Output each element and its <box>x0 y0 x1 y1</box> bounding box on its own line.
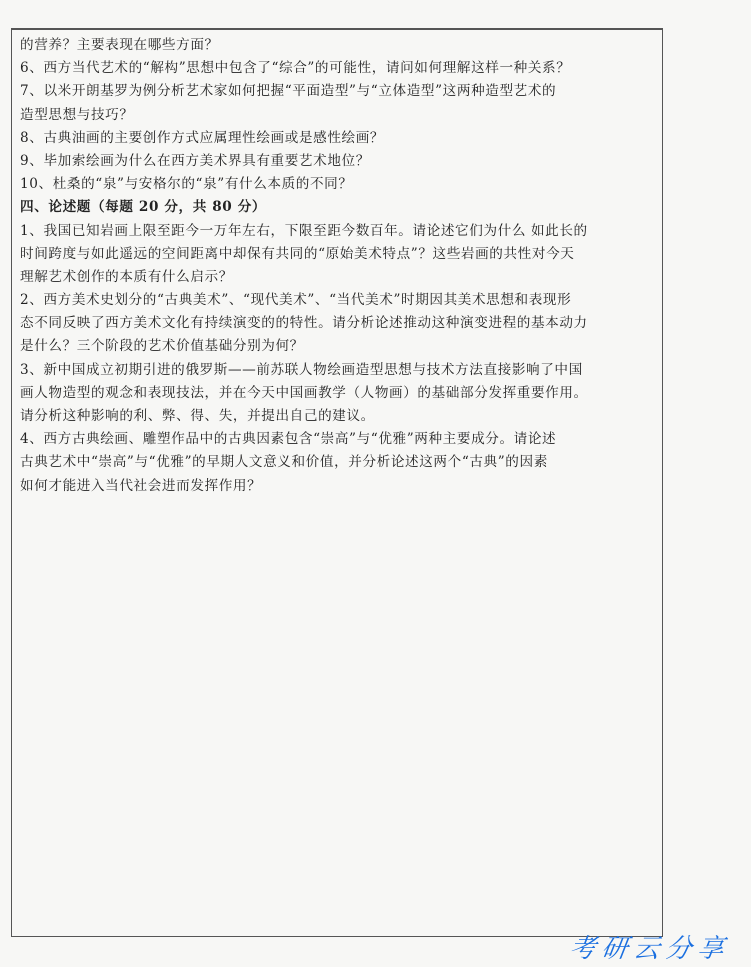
essay-3-cont: 请分析这种影响的利、弊、得、失，并提出自己的建议。 <box>20 408 375 424</box>
exam-questions <box>20 34 665 498</box>
essay-4: 4、西方古典绘画、雕塑作品中的古典因素包含“崇高”与“优雅”两种主要成分。请论述 <box>20 431 557 448</box>
watermark: 考研云分享 <box>567 934 732 964</box>
essay-1-cont: 时间跨度与如此遥远的空间距离中却保有共同的“原始美术特点”？这些岩画的共性对今天 <box>20 245 575 262</box>
essay-4-cont: 古典艺术中“崇高”与“优雅”的早期人文意义和价值，并分析论述这两个“古典”的因素 <box>20 454 548 471</box>
essay-2: 2、西方美术史划分的“古典美术”、“现代美术”、“当代美术”时期因其美术思想和表现形 <box>20 292 572 309</box>
question-continuation: 的营养？主要表现在哪些方面？ <box>20 37 219 53</box>
essay-2-cont: 是什么？三个阶段的艺术价值基础分别为何？ <box>20 338 304 355</box>
question-8: 8、古典油画的主要创作方式应属理性绘画或是感性绘画？ <box>20 129 385 146</box>
essay-2-cont: 态不同反映了西方美术文化有持续演变的的特性。请分析论述推动这种演变进程的基本动力 <box>20 315 588 332</box>
essay-1: 1、我国已知岩画上限至距今一万年左右，下限至距今数百年。请论述它们为什么 如此长的 <box>20 222 588 239</box>
question-9: 9、毕加索绘画为什么在西方美术界具有重要艺术地位？ <box>20 152 370 169</box>
question-6: 6、西方当代艺术的“解构”思想中包含了“综合”的可能性，请问如何理解这样一种关系？ <box>20 60 571 77</box>
essay-3: 3、新中国成立初期引进的俄罗斯——前苏联人物绘画造型思想与技术方法直接影响了中国 <box>20 361 583 378</box>
essay-3-cont: 画人物造型的观念和表现技法，并在今天中国画教学（人物画）的基础部分发挥重要作用。 <box>20 384 588 401</box>
question-10: 10、杜桑的“泉”与安格尔的“泉”有什么本质的不同？ <box>20 176 353 193</box>
section-heading: 四、论述题（每题 20 分，共 80 分） <box>20 199 267 216</box>
essay-4-cont: 如何才能进入当代社会进而发挥作用？ <box>20 477 262 494</box>
question-7-cont: 造型思想与技巧？ <box>20 106 134 123</box>
essay-1-cont: 理解艺术创作的本质有什么启示？ <box>20 268 233 285</box>
question-7: 7、以米开朗基罗为例分析艺术家如何把握“平面造型”与“立体造型”这两种造型艺术的 <box>20 83 557 100</box>
